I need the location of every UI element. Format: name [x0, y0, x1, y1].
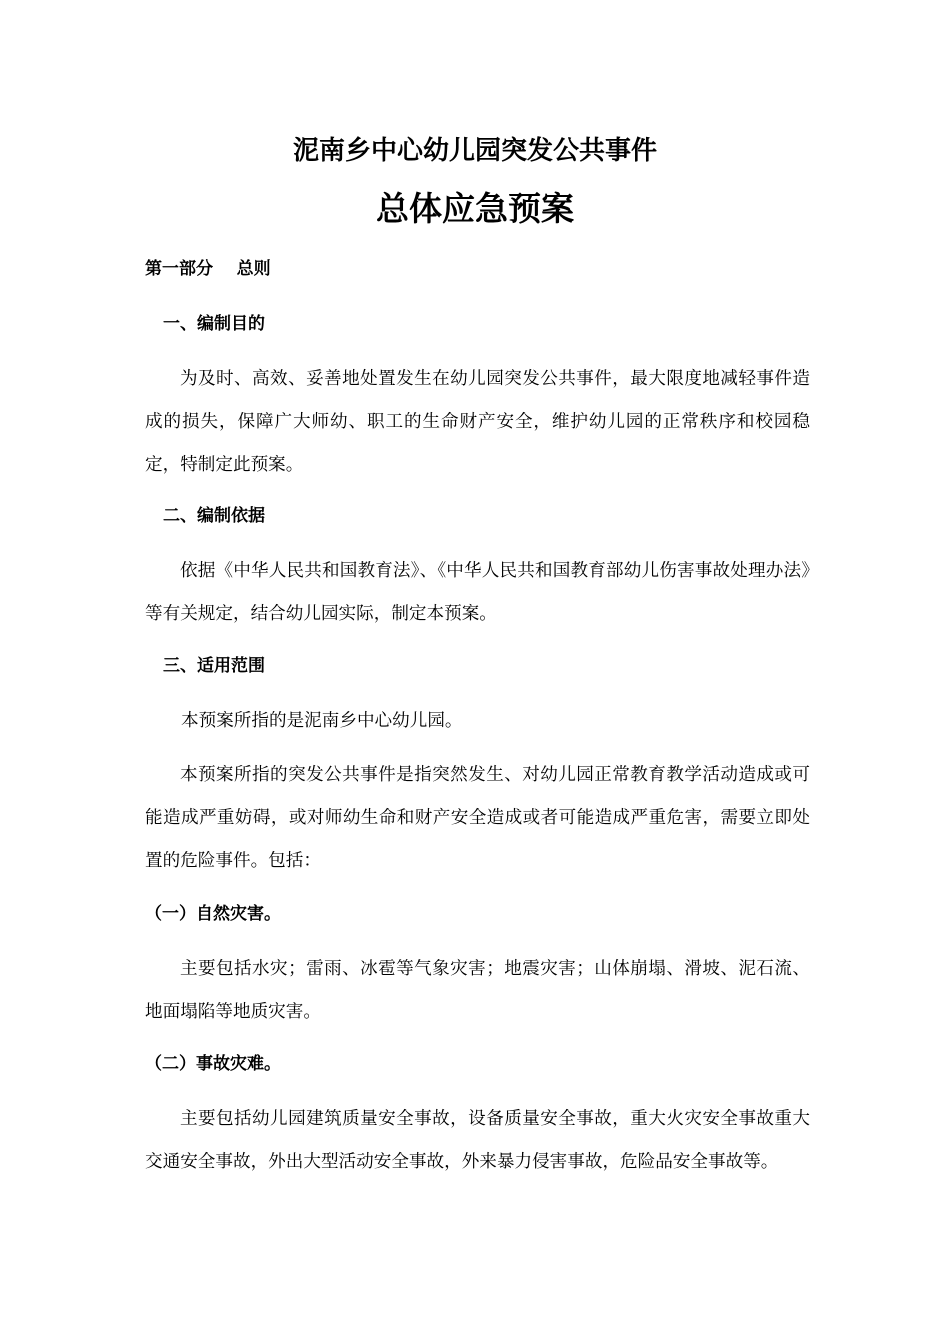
paragraph: 为及时、高效、妥善地处置发生在幼儿园突发公共事件，最大限度地减轻事件造成的损失，保障广大师幼、职工的生命财产安全，维护幼儿园的正常秩序和校园稳定，特制定此预案。: [145, 369, 810, 475]
section-heading: 三、适用范围: [163, 656, 265, 676]
paragraph: 主要包括水灾；雷雨、冰雹等气象灾害；地震灾害；山体崩塌、滑坡、泥石流、地面塌陷等地质灾害。: [145, 959, 810, 1022]
paragraph: 本预案所指的是泥南乡中心幼儿园。: [181, 711, 463, 731]
document-title-line-1: 泥南乡中心幼儿园突发公共事件: [292, 136, 657, 166]
paragraph: 依据《中华人民共和国教育法》、《中华人民共和国教育部幼儿伤害事故处理办法》等有关规定，结合幼儿园实际，制定本预案。: [145, 561, 810, 624]
paragraph: 本预案所指的突发公共事件是指突然发生、对幼儿园正常教育教学活动造成或可能造成严重妨碍，或对师幼生命和财产安全造成或者可能造成严重危害，需要立即处置的危险事件。包括：: [145, 765, 810, 871]
section-heading: 一、编制目的: [163, 314, 265, 334]
subsection-heading: （一）自然灾害。: [145, 904, 281, 924]
part-heading: 第一部分 总则: [145, 259, 271, 279]
document-title-line-2: 总体应急预案: [376, 189, 574, 228]
section-heading: 二、编制依据: [163, 506, 265, 526]
paragraph: 主要包括幼儿园建筑质量安全事故，设备质量安全事故，重大火灾安全事故重大交通安全事故，外出大型活动安全事故，外来暴力侵害事故，危险品安全事故等。: [145, 1109, 810, 1172]
subsection-heading: （二）事故灾难。: [145, 1054, 281, 1074]
